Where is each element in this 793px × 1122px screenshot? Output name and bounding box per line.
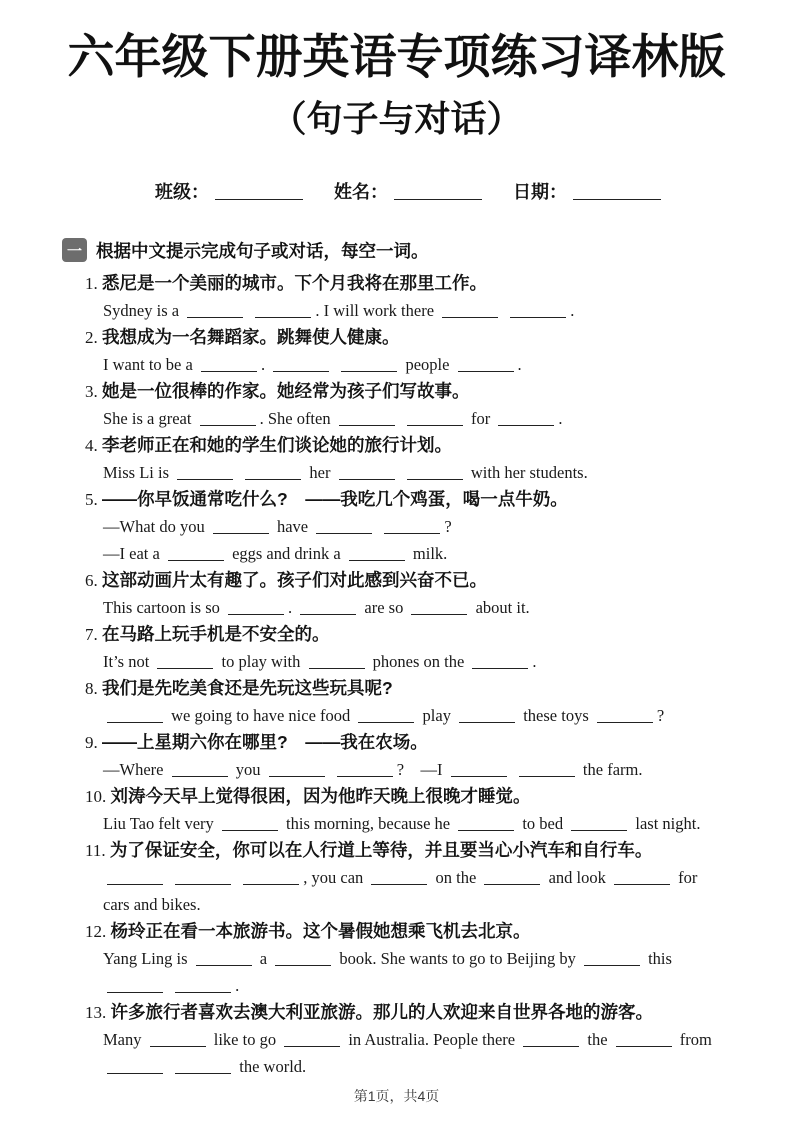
answer-text: and look xyxy=(544,867,610,887)
question-prompt-text: 为了保证安全，你可以在人行道上等待，并且要当心小汽车和自行车。 xyxy=(109,839,653,860)
question-prompt-text: 刘涛今天早上觉得很困，因为他昨天晚上很晚才睡觉。 xyxy=(110,785,531,806)
worksheet-title: 六年级下册英语专项练习译林版 xyxy=(67,32,726,84)
answer-blank xyxy=(411,600,467,615)
answer-text: last night. xyxy=(631,813,701,833)
answer-text: It’s not xyxy=(103,651,154,671)
answer-text xyxy=(235,868,239,887)
answer-blank xyxy=(337,762,393,777)
answer-line xyxy=(85,864,759,891)
answer-text: ? xyxy=(444,516,452,536)
answer-blank xyxy=(597,708,653,723)
question-prompt xyxy=(85,621,759,648)
question-prompt xyxy=(85,432,759,459)
answer-blank xyxy=(498,411,554,426)
answer-blank xyxy=(175,978,231,993)
answer-line xyxy=(85,540,759,567)
answer-text: Miss Li is xyxy=(103,462,174,482)
answer-text xyxy=(237,463,241,482)
answer-text: the farm. xyxy=(578,759,643,779)
answer-text: . xyxy=(532,651,537,671)
answer-text: play xyxy=(418,705,456,725)
question-prompt-text: 她是一位很棒的作家。她经常为孩子们写故事。 xyxy=(102,380,470,401)
answer-text: eggs and drink a xyxy=(227,543,345,563)
class-label: 班级： xyxy=(155,181,209,202)
answer-text: we going to have nice food xyxy=(167,705,355,725)
question-number: 13. xyxy=(85,1002,111,1022)
question-prompt xyxy=(85,324,759,351)
answer-blank xyxy=(107,870,163,885)
question-number: 6. xyxy=(85,570,102,590)
answer-line xyxy=(85,351,759,378)
answer-blank xyxy=(175,870,231,885)
question-number: 5. xyxy=(85,489,102,509)
answer-blank xyxy=(201,357,257,372)
question-number: 11. xyxy=(85,840,110,860)
answer-text: Sydney is a xyxy=(103,300,184,320)
answer-text: book. She wants to go to Beijing by xyxy=(335,948,580,968)
answer-text: like to go xyxy=(209,1029,281,1049)
answer-text: . xyxy=(260,354,270,374)
answer-blank xyxy=(107,708,163,723)
page-number: 第1页，共4页 xyxy=(353,1088,440,1104)
question-prompt-text: ——你早饭通常吃什么? ——我吃几个鸡蛋，喝一点牛奶。 xyxy=(102,488,568,509)
answer-text: I want to be a xyxy=(103,354,197,374)
answer-text: She is a great xyxy=(103,408,196,428)
answer-blank xyxy=(519,762,575,777)
class-field xyxy=(155,182,303,202)
answer-text xyxy=(333,355,337,374)
answer-blank xyxy=(168,546,224,561)
question xyxy=(85,999,759,1080)
answer-blank xyxy=(107,1059,163,1074)
section-header xyxy=(62,238,793,263)
answer-text xyxy=(167,868,171,887)
answer-text: with her students. xyxy=(466,462,588,482)
answer-text: from xyxy=(675,1029,712,1049)
answer-blank xyxy=(309,654,365,669)
question xyxy=(85,621,759,675)
question-prompt-text: ——上星期六你在哪里? ——我在农场。 xyxy=(102,731,428,752)
answer-line xyxy=(85,810,759,837)
answer-text: for xyxy=(674,867,698,887)
name-blank xyxy=(394,183,482,200)
answer-blank xyxy=(510,303,566,318)
answer-blank xyxy=(187,303,243,318)
answer-line xyxy=(85,297,759,324)
answer-blank xyxy=(584,951,640,966)
answer-text: ? —I xyxy=(396,759,447,779)
question-prompt-text: 许多旅行者喜欢去澳大利亚旅游。那儿的人欢迎来自世界各地的游客。 xyxy=(110,1001,653,1022)
answer-text: —I eat a xyxy=(103,543,164,563)
question xyxy=(85,378,759,432)
question-number: 3. xyxy=(85,381,102,401)
question-prompt xyxy=(85,729,759,756)
answer-blank xyxy=(484,870,540,885)
answer-blank xyxy=(371,870,427,885)
answer-line xyxy=(85,1026,759,1053)
answer-text: . xyxy=(558,408,563,428)
answer-text xyxy=(376,517,380,536)
answer-line xyxy=(85,459,759,486)
answer-blank xyxy=(341,357,397,372)
question-prompt xyxy=(85,918,759,945)
question-number: 10. xyxy=(85,786,111,806)
date-blank xyxy=(573,183,661,200)
question-prompt-text: 我们是先吃美食还是先玩这些玩具呢? xyxy=(102,677,393,698)
answer-blank xyxy=(269,762,325,777)
question xyxy=(85,675,759,729)
answer-text: to play with xyxy=(217,651,305,671)
answer-text: . xyxy=(235,975,240,995)
answer-text: the xyxy=(583,1029,612,1049)
student-info-line xyxy=(155,178,793,204)
answer-text: , you can xyxy=(303,867,368,887)
answer-text: have xyxy=(272,516,313,536)
question-prompt-text: 这部动画片太有趣了。孩子们对此感到兴奋不已。 xyxy=(102,569,487,590)
answer-text: This cartoon is so xyxy=(103,597,224,617)
answer-line xyxy=(85,648,759,675)
answer-blank xyxy=(222,816,278,831)
question xyxy=(85,729,759,783)
answer-blank xyxy=(255,303,311,318)
answer-blank xyxy=(107,978,163,993)
answer-blank xyxy=(458,357,514,372)
answer-blank xyxy=(177,465,233,480)
question-number: 2. xyxy=(85,327,102,347)
answer-text xyxy=(167,1057,171,1076)
answer-blank xyxy=(451,762,507,777)
question-prompt-text: 杨玲正在看一本旅游书。这个暑假她想乘飞机去北京。 xyxy=(110,920,531,941)
question-number: 12. xyxy=(85,921,111,941)
answer-text: people xyxy=(401,354,454,374)
answer-text: ? xyxy=(656,705,665,725)
question-prompt xyxy=(85,567,759,594)
answer-blank xyxy=(213,519,269,534)
answer-line xyxy=(85,891,759,918)
answer-text: the world. xyxy=(235,1056,307,1076)
question-number: 7. xyxy=(85,624,102,644)
worksheet-subtitle: （句子与对话） xyxy=(270,99,523,140)
question-prompt xyxy=(85,783,759,810)
question-prompt xyxy=(85,999,759,1026)
question-prompt-text: 李老师正在和她的学生们谈论她的旅行计划。 xyxy=(102,434,452,455)
answer-blank xyxy=(339,411,395,426)
question-prompt xyxy=(85,837,759,864)
answer-blank xyxy=(349,546,405,561)
answer-text: —Where xyxy=(103,759,168,779)
name-label: 姓名： xyxy=(334,181,389,202)
section-number-badge: 一 xyxy=(62,238,87,262)
answer-line xyxy=(85,513,759,540)
question xyxy=(85,486,759,567)
date-field xyxy=(513,182,661,202)
class-blank xyxy=(215,183,303,200)
question-number: 4. xyxy=(85,435,102,455)
answer-blank xyxy=(616,1032,672,1047)
answer-blank xyxy=(316,519,372,534)
answer-text: this xyxy=(643,948,672,968)
answer-blank xyxy=(275,951,331,966)
name-field xyxy=(334,182,482,202)
answer-text: —What do you xyxy=(103,516,209,536)
answer-blank xyxy=(196,951,252,966)
question xyxy=(85,918,759,999)
question-prompt-text: 我想成为一名舞蹈家。跳舞使人健康。 xyxy=(102,326,400,347)
answer-text: Yang Ling is xyxy=(103,948,192,968)
answer-blank xyxy=(571,816,627,831)
answer-blank xyxy=(245,465,301,480)
answer-line xyxy=(85,702,759,729)
answer-blank xyxy=(407,465,463,480)
answer-text: for xyxy=(466,408,495,428)
answer-text: a xyxy=(255,948,272,968)
answer-text: Liu Tao felt very xyxy=(103,813,218,833)
answer-text xyxy=(502,301,506,320)
section-instruction: 根据中文提示完成句子或对话，每空一词。 xyxy=(96,240,429,261)
question-prompt xyxy=(85,486,759,513)
answer-text xyxy=(329,760,333,779)
question xyxy=(85,783,759,837)
answer-blank xyxy=(300,600,356,615)
answer-line xyxy=(85,594,759,621)
date-label: 日期： xyxy=(513,181,568,202)
answer-text xyxy=(167,976,171,995)
answer-text xyxy=(399,463,403,482)
answer-text xyxy=(247,301,251,320)
answer-blank xyxy=(175,1059,231,1074)
answer-text: are so xyxy=(360,597,408,617)
answer-text: phones on the xyxy=(368,651,469,671)
answer-text: . xyxy=(570,300,575,320)
answer-blank xyxy=(384,519,440,534)
answer-text: her xyxy=(305,462,335,482)
question xyxy=(85,567,759,621)
answer-text: . xyxy=(517,354,522,374)
answer-line xyxy=(85,945,759,972)
question xyxy=(85,270,759,324)
question xyxy=(85,324,759,378)
questions-list xyxy=(85,270,759,1080)
answer-text: Many xyxy=(103,1029,146,1049)
answer-blank xyxy=(150,1032,206,1047)
question-number: 9. xyxy=(85,732,102,752)
question-prompt-text: 在马路上玩手机是不安全的。 xyxy=(102,623,330,644)
answer-blank xyxy=(228,600,284,615)
answer-text: on the xyxy=(431,867,481,887)
answer-text: . xyxy=(288,597,297,617)
answer-blank xyxy=(172,762,228,777)
question-prompt-text: 悉尼是一个美丽的城市。下个月我将在那里工作。 xyxy=(102,272,487,293)
answer-blank xyxy=(243,870,299,885)
answer-line xyxy=(85,972,759,999)
answer-blank xyxy=(273,357,329,372)
question xyxy=(85,837,759,918)
answer-blank xyxy=(458,816,514,831)
answer-blank xyxy=(442,303,498,318)
answer-text: milk. xyxy=(408,543,448,563)
answer-text: cars and bikes. xyxy=(103,894,201,914)
answer-blank xyxy=(358,708,414,723)
answer-blank xyxy=(157,654,213,669)
question-number: 8. xyxy=(85,678,102,698)
answer-blank xyxy=(614,870,670,885)
question-prompt xyxy=(85,378,759,405)
answer-blank xyxy=(200,411,256,426)
answer-text: . I will work there xyxy=(315,300,439,320)
answer-blank xyxy=(523,1032,579,1047)
answer-text xyxy=(511,760,515,779)
answer-blank xyxy=(284,1032,340,1047)
answer-text xyxy=(399,409,403,428)
question xyxy=(85,432,759,486)
answer-line xyxy=(85,1053,759,1080)
answer-text: this morning, because he xyxy=(281,813,455,833)
answer-text: you xyxy=(231,759,265,779)
question-number: 1. xyxy=(85,273,102,293)
answer-blank xyxy=(472,654,528,669)
answer-text: . She often xyxy=(259,408,335,428)
answer-text: about it. xyxy=(471,597,530,617)
answer-blank xyxy=(339,465,395,480)
answer-text: these toys xyxy=(519,705,593,725)
answer-blank xyxy=(407,411,463,426)
answer-text: to bed xyxy=(518,813,568,833)
question-prompt xyxy=(85,675,759,702)
answer-line xyxy=(85,756,759,783)
answer-line xyxy=(85,405,759,432)
answer-text: in Australia. People there xyxy=(344,1029,520,1049)
question-prompt xyxy=(85,270,759,297)
answer-blank xyxy=(459,708,515,723)
